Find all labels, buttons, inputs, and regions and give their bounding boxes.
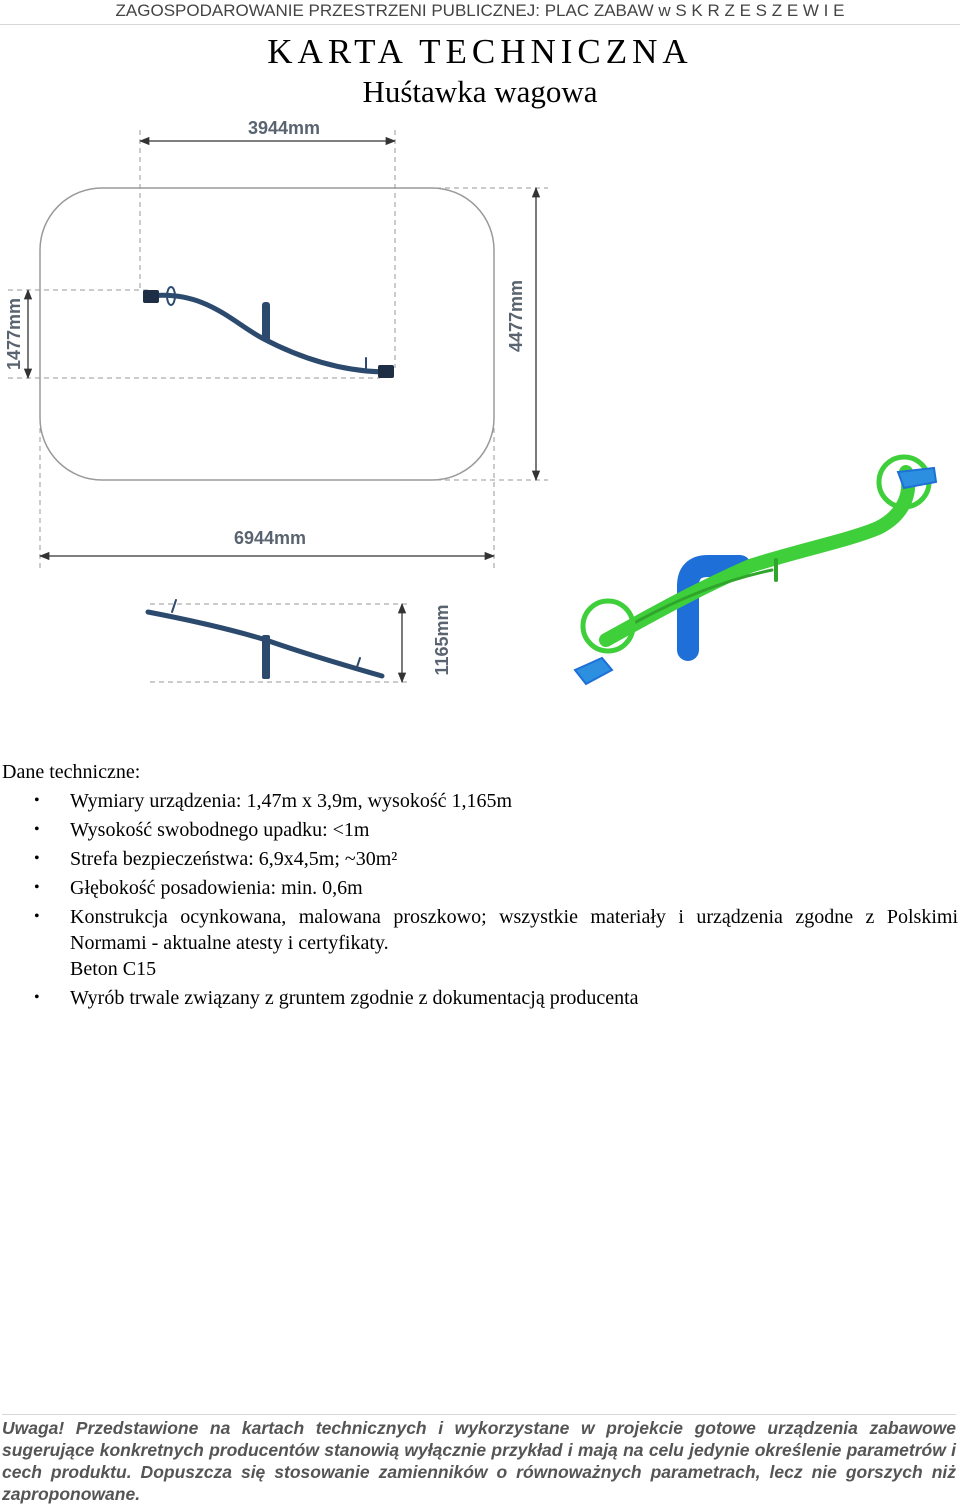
page-header: ZAGOSPODAROWANIE PRZESTRZENI PUBLICZNEJ: PLAC ZABAW w S K R Z E S Z E W I E — [0, 0, 960, 25]
page-subtitle: Huśtawka wagowa — [362, 74, 598, 109]
seesaw-top-view — [143, 287, 394, 378]
dimension-left-height: 1477mm — [4, 297, 24, 371]
bullet-icon: • — [34, 850, 40, 867]
spec-item: • Głębokość posadowienia: min. 0,6m — [34, 877, 363, 899]
specs-heading: Dane techniczne: — [2, 761, 141, 783]
dimension-top-width: 3944mm — [247, 118, 321, 138]
page-title: KARTA TECHNICZNA — [267, 32, 693, 71]
specs-list — [2, 788, 958, 1011]
spec-item-extra: Beton C15 — [70, 958, 157, 980]
bullet-icon: • — [34, 792, 40, 809]
spec-item: • Strefa bezpieczeństwa: 6,9x4,5m; ~30m² — [34, 848, 398, 870]
extension-lines — [8, 130, 548, 682]
technical-drawing — [0, 110, 960, 710]
disclaimer-note: Uwaga! Przedstawione na kartach technicznych i wykorzystane w projekcie gotowe urządzenia zabawowe sugerujące konkretnych producentów stanowią wyłącznie przykład i mają na celu jedynie określenie parametrów i cech produktu. Dopuszcza się stosowanie zamienników o równoważnych parametrach, lecz nie gorszych niż zaproponowane. — [2, 1414, 956, 1505]
dimension-lines — [28, 141, 536, 682]
seesaw-side-view — [148, 600, 382, 679]
bullet-icon: • — [34, 908, 40, 925]
bullet-icon: • — [34, 879, 40, 896]
dimension-right-height: 4477mm — [506, 279, 526, 353]
bullet-icon: • — [34, 989, 40, 1006]
spec-item: • Wymiary urządzenia: 1,47m x 3,9m, wysokość 1,165m — [34, 790, 513, 812]
seesaw-3d-render — [575, 457, 936, 684]
bullet-icon: • — [34, 821, 40, 838]
spec-item: • Konstrukcja ocynkowana, malowana proszkowo; wszystkie materiały i urządzenia zgodne z Polskimi Normami - aktualne atesty i certyfikaty. Beton C15 — [34, 906, 958, 980]
spec-item: • Wyrób trwale związany z gruntem zgodnie z dokumentacją producenta — [34, 987, 639, 1009]
technical-specs — [2, 758, 958, 1014]
dimension-side-height: 1165mm — [432, 604, 452, 676]
spec-item: • Wysokość swobodnego upadku: <1m — [34, 819, 370, 841]
dimension-bottom-width: 6944mm — [233, 528, 307, 548]
